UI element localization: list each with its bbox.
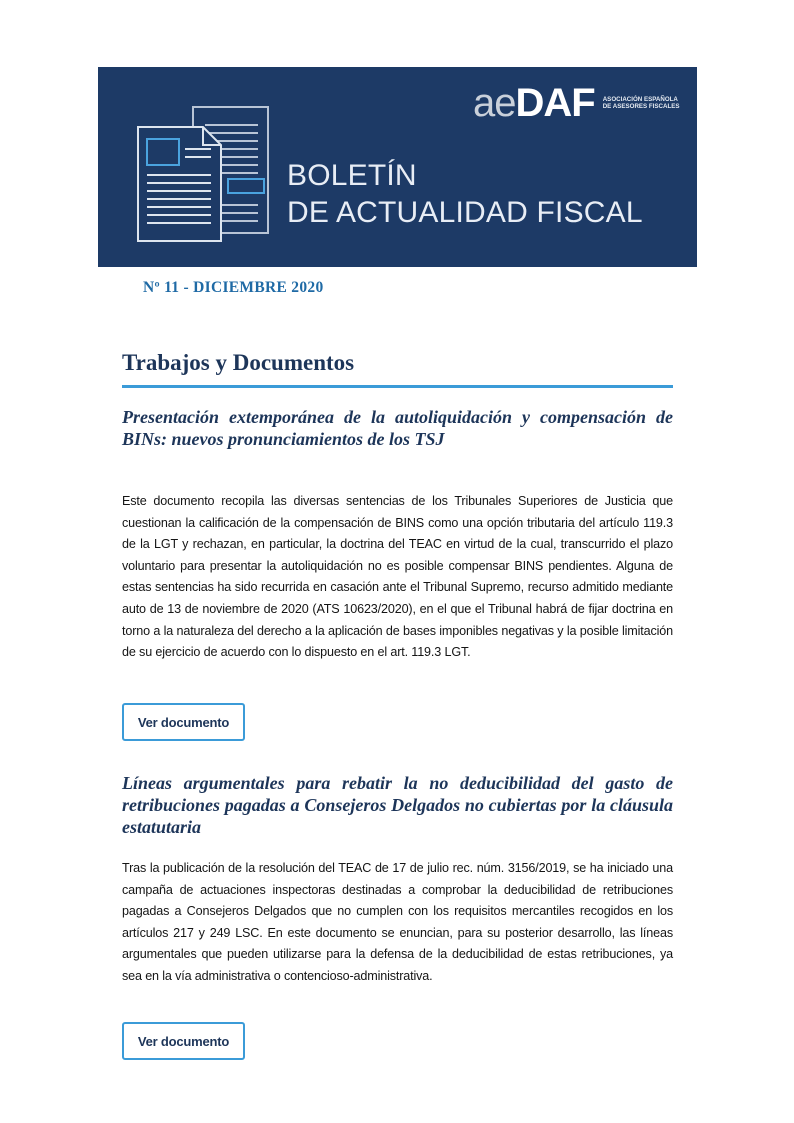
bulletin-title-line2: DE ACTUALIDAD FISCAL	[287, 196, 643, 229]
aedaf-logo	[473, 81, 681, 125]
article-body: Tras la publicación de la resolución del TEAC de 17 de julio rec. núm. 3156/2019, se ha iniciado una campaña de actuaciones inspectoras destinadas a comprobar la deducibilidad de retribuciones pagadas a Consejeros Delgados que no cumplen con los requisitos mercantiles recogidos en los artículos 217 y 249 LSC. En este documento se enuncian, para su posterior desarrollo, las líneas argumentales que pueden utilizarse para la defensa de la deducibilidad de estas retribuciones, ya sea en la vía administrativa o contencioso-administrativa.	[122, 861, 673, 983]
view-document-button[interactable]: Ver documento	[122, 703, 245, 741]
issue-number: Nº 11 - DICIEMBRE 2020	[143, 279, 324, 296]
article-body: Este documento recopila las diversas sentencias de los Tribunales Superiores de Justicia que cuestionan la calificación de la compensación de BINS como una opción tributaria del artículo 119.3 de la LGT y rechazan, en particular, la doctrina del TEAC en virtud de la cual, transcurrido el plazo voluntario para presentar la autoliquidación no es posible compensar BINS pendientes. Alguna de estas sentencias ha sido recurrida en casación ante el Tribunal Supremo, recurso admitido mediante auto de 13 de noviembre de 2020 (ATS 10623/2020), en el que el Tribunal habrá de fijar doctrina en torno a la naturaleza del derecho a la aplicación de bases imponibles negativas y la posible limitación de su ejercicio de acuerdo con lo dispuesto en el art. 119.3 LGT.	[122, 494, 673, 660]
bulletin-title	[287, 157, 643, 231]
logo-subtitle: ASOCIACIÓN ESPAÑOLA DE ASESORES FISCALES	[602, 95, 680, 110]
logo-daf: DAF	[515, 81, 595, 125]
documents-icon	[133, 105, 273, 255]
section-title: Trabajos y Documentos	[122, 350, 355, 375]
logo-ae: ae	[473, 81, 516, 125]
bulletin-title-line1: BOLETÍN	[287, 159, 417, 192]
view-document-button[interactable]: Ver documento	[122, 1022, 245, 1060]
article-title: Líneas argumentales para rebatir la no deducibilidad del gasto de retribuciones pagadas a Consejeros Delgados no cubiertas por la cláusula estatutaria	[122, 773, 673, 837]
article-title: Presentación extemporánea de la autoliquidación y compensación de BINs: nuevos pronunciamientos de los TSJ	[122, 407, 673, 449]
header-banner	[98, 67, 697, 267]
section-divider	[122, 385, 673, 388]
